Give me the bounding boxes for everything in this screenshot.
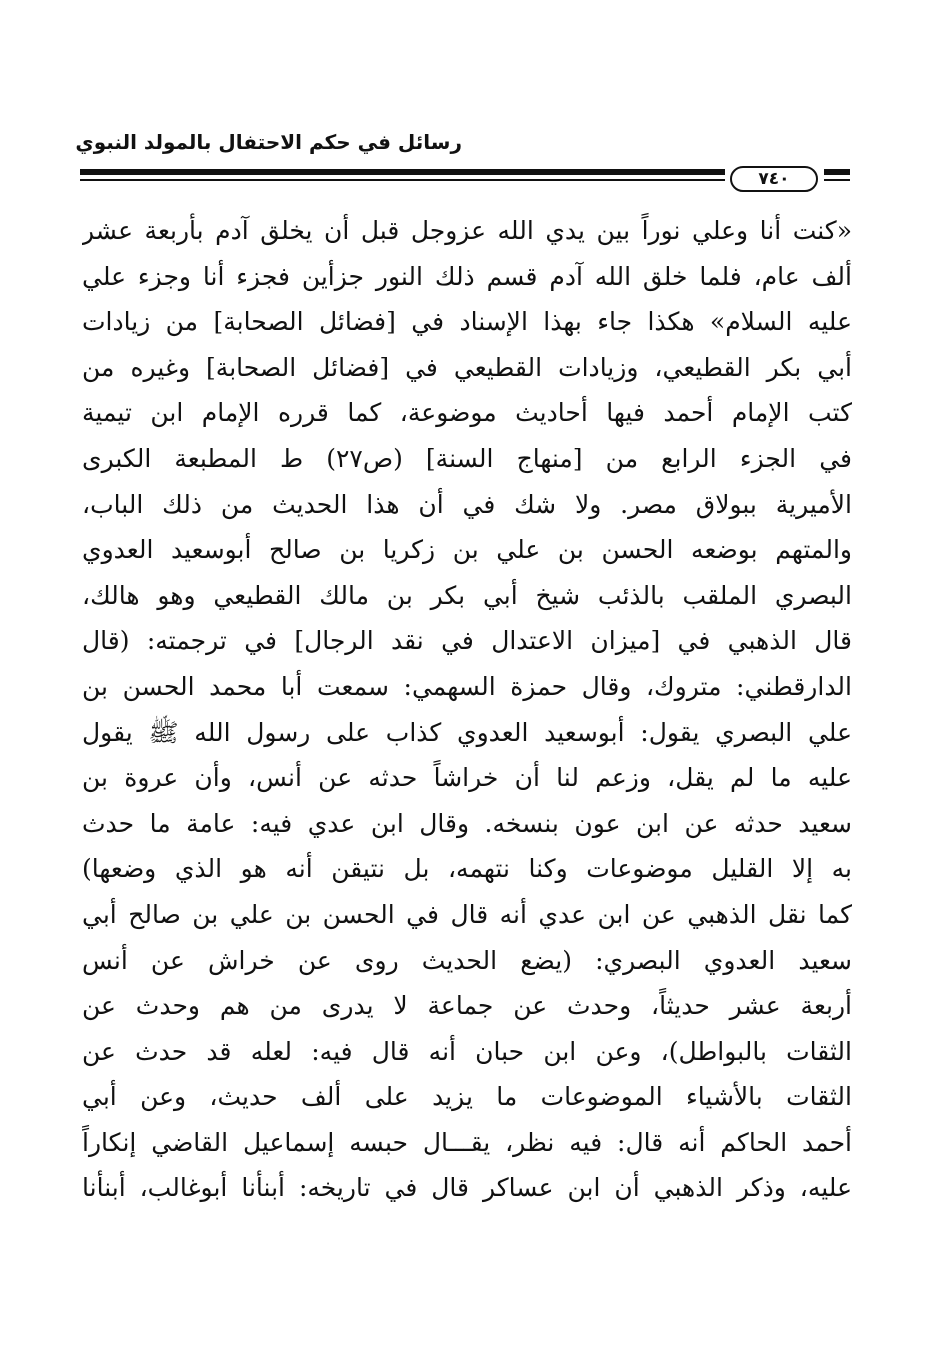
text-line: ألف عام، فلما خلق الله آدم قسم ذلك النور جزأين فجزء أنا وجزء علي — [82, 261, 852, 291]
text-line: في الجزء الرابع من [منهاج السنة] (ص٢٧) ط المطبعة الكبرى — [82, 443, 852, 473]
text-line: الأميرية ببولاق مصر. ولا شك في أن هذا الحديث من ذلك الباب، — [82, 489, 852, 519]
header-rule — [80, 166, 850, 192]
header-rule-thick — [80, 169, 725, 175]
text-line: عليه، وذكر الذهبي أن ابن عساكر قال في تاريخه: أبنأنا أبوغالب، أبنأنا — [82, 1173, 852, 1203]
header-rule-thin — [80, 179, 725, 181]
text-line: عليه السلام» هكذا جاء بهذا الإسناد في [فضائل الصحابة] من زيادات — [82, 307, 852, 337]
text-line: علي البصري يقول: أبوسعيد العدوي كذاب على رسول الله ﷺ يقول — [82, 717, 852, 747]
text-line: سعيد العدوي البصري: (يضع الحديث روى عن خراش عن أنس — [82, 945, 852, 975]
header-rule-right-thick — [824, 169, 850, 175]
text-line: كتب الإمام أحمد فيها أحاديث موضوعة، كما قرره الإمام ابن تيمية — [82, 398, 852, 428]
text-line: الثقات بالبواطل)، وعن ابن حبان أنه قال فيه: لعله قد حدث عن — [82, 1036, 852, 1066]
text-line: أربعة عشر حديثاً، وحدث عن جماعة لا يدرى من هم وحدث عن — [82, 991, 852, 1021]
page-number-badge: ٧٤٠ — [730, 166, 818, 192]
text-line: عليه ما لم يقل، وزعم لنا أن خراشاً حدثه عن أنس، وأن عروة بن — [82, 763, 852, 793]
text-line: سعيد حدثه عن ابن عون بنسخه. وقال ابن عدي فيه: عامة ما حدث — [82, 808, 852, 838]
header-rule-right-thin — [824, 179, 850, 181]
text-line: أحمد الحاكم أنه قال: فيه نظر، يقـــال حبسه إسماعيل القاضي إنكاراً — [82, 1127, 852, 1157]
text-line: البصري الملقب بالذئب شيخ أبي بكر بن مالك القطيعي وهو هالك، — [82, 580, 852, 610]
text-line: «كنت أنا وعلي نوراً بين يدي الله عزوجل قبل أن يخلق آدم بأربعة عشر — [82, 216, 852, 245]
text-line: قال الذهبي في [ميزان الاعتدال في نقد الرجال] في ترجمته: (قال — [82, 626, 852, 656]
text-line: به إلا القليل موضوعات وكنا نتهمه، بل نتيقن أنه هو الذي وضعها) — [82, 854, 852, 884]
body-text — [82, 208, 852, 1211]
text-line: أبي بكر القطيعي، وزيادات القطيعي في [فضائل الصحابة] وغيره من — [82, 352, 852, 382]
text-line: كما نقل الذهبي عن ابن عدي أنه قال في الحسن بن علي بن صالح أبي — [82, 899, 852, 929]
running-title: رسائل في حكم الاحتفال بالمولد النبوي — [75, 130, 462, 154]
text-line: الدارقطني: متروك، وقال حمزة السهمي: سمعت أبا محمد الحسن بن — [82, 671, 852, 701]
text-line: والمتهم بوضعه الحسن بن علي بن زكريا بن صالح أبوسعيد العدوي — [82, 535, 852, 565]
text-line: الثقات بالأشياء الموضوعات ما يزيد على ألف حديث، وعن أبي — [82, 1082, 852, 1112]
